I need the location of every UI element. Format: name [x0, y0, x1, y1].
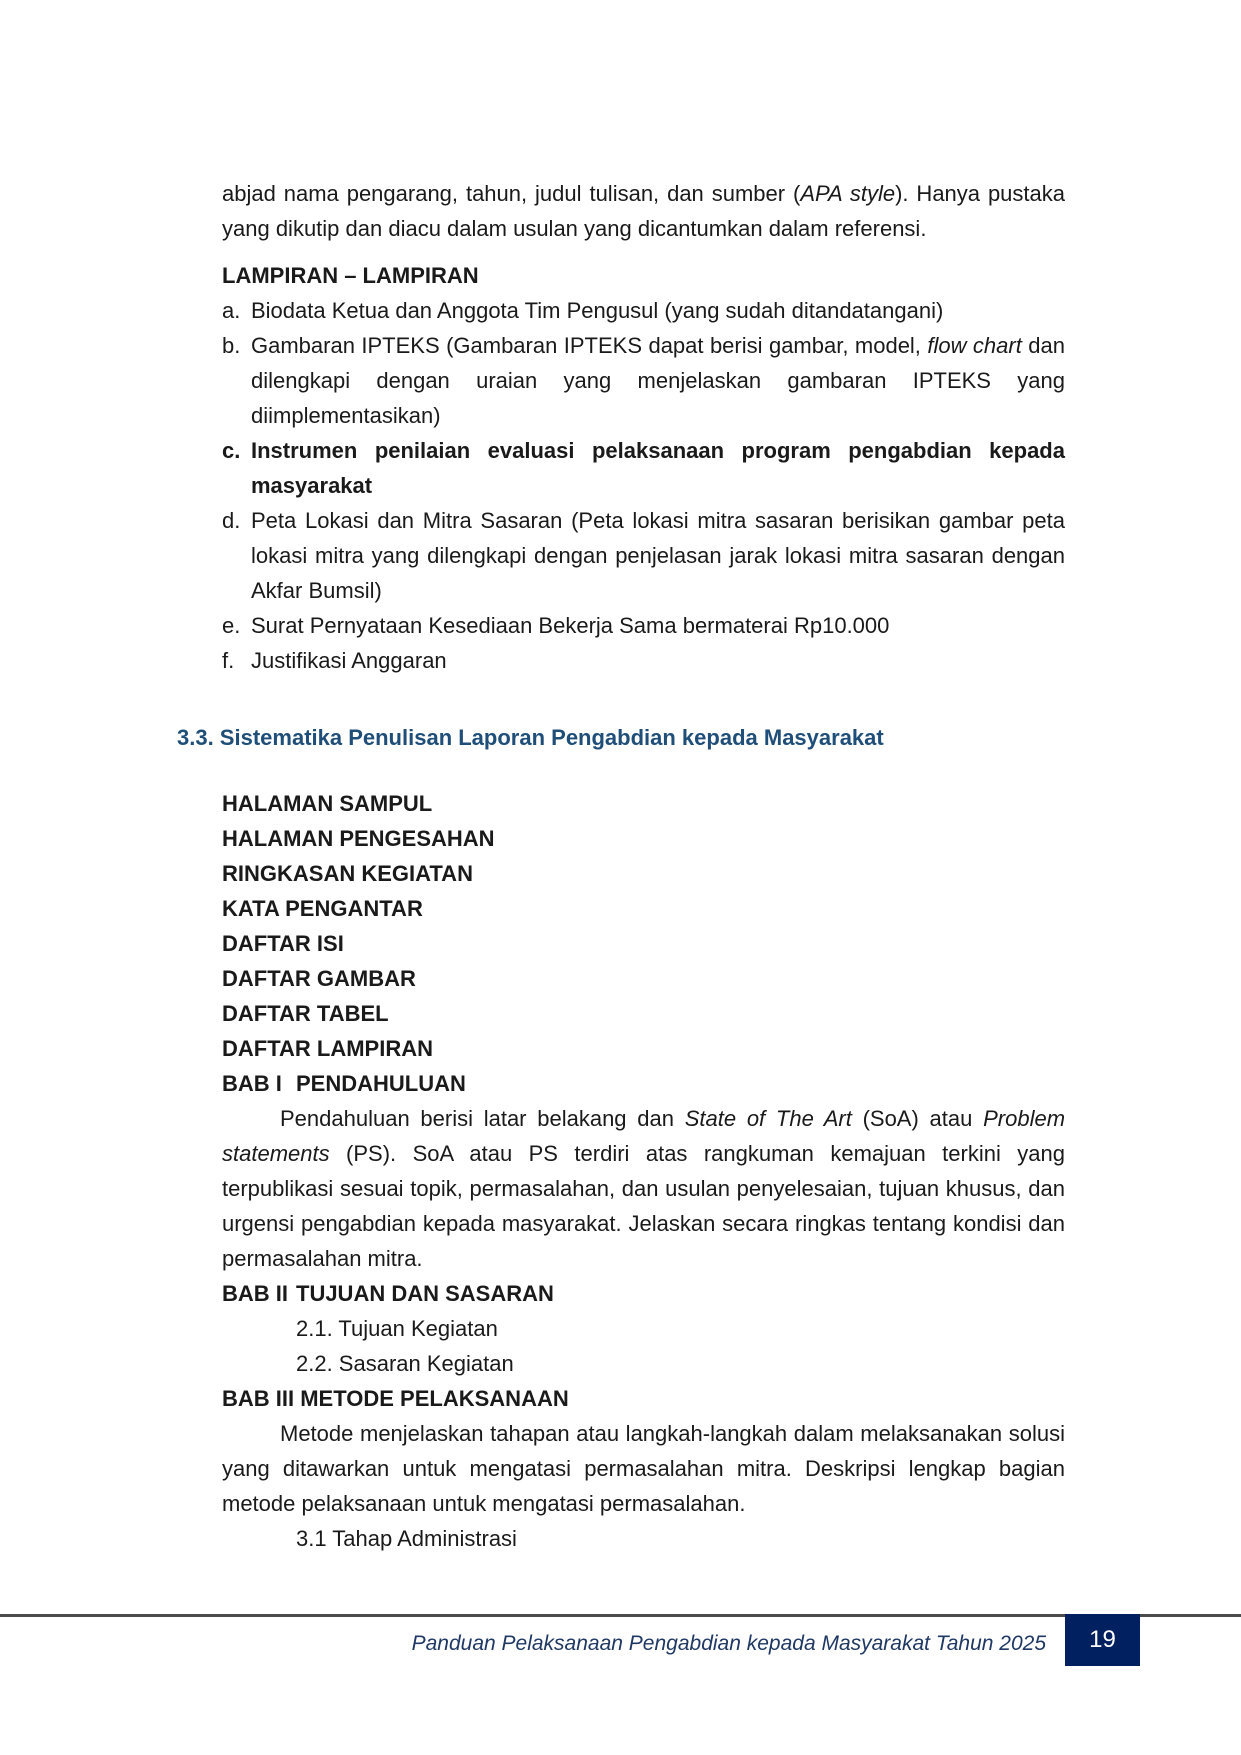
- bab2-heading: [222, 1276, 1065, 1311]
- intro-italic: APA style: [800, 181, 896, 206]
- intro-text-b: ). Hanya pustaka yang dikutip dan diacu dalam usulan yang dicantumkan dalam referensi.: [222, 181, 1065, 241]
- list-marker: a.: [222, 298, 241, 323]
- front-matter-item: HALAMAN PENGESAHAN: [222, 826, 495, 851]
- bab1-text-a: Pendahuluan berisi latar belakang dan: [280, 1106, 685, 1131]
- list-text: [251, 328, 1065, 433]
- bab1-italic-a: State of The Art: [684, 1106, 852, 1131]
- bab1-italic-b: Problem statements: [222, 1106, 1066, 1166]
- lampiran-list: [222, 293, 1065, 678]
- list-item: [222, 328, 1065, 433]
- list-text: Biodata Ketua dan Anggota Tim Pengusul (yang sudah ditandatangani): [251, 298, 944, 323]
- front-matter-item: DAFTAR GAMBAR: [222, 966, 416, 991]
- bab1-title: PENDAHULUAN: [296, 1071, 466, 1096]
- bab1-heading: [222, 1066, 1065, 1101]
- list-item: [222, 608, 1065, 643]
- bab2-sub-item: 2.2. Sasaran Kegiatan: [296, 1351, 514, 1376]
- list-text: Justifikasi Anggaran: [251, 648, 447, 673]
- list-text: Peta Lokasi dan Mitra Sasaran (Peta lokasi mitra sasaran berisikan gambar peta lokasi mitra yang dilengkapi dengan penjelasan jarak lokasi mitra sasaran dengan Akfar Bumsil): [251, 508, 1065, 603]
- intro-text-a: abjad nama pengarang, tahun, judul tulisan, dan sumber (: [222, 181, 801, 206]
- front-matter-item: KATA PENGANTAR: [222, 896, 423, 921]
- bab3-paragraph: Metode menjelaskan tahapan atau langkah-langkah dalam melaksanakan solusi yang ditawarkan untuk mengatasi permasalahan mitra. Deskripsi lengkap bagian metode pelaksanaan untuk mengatasi permasalahan.: [222, 1421, 1065, 1516]
- list-text-b: dan dilengkapi dengan uraian yang menjelaskan gambaran IPTEKS yang diimplementasikan): [251, 333, 1066, 428]
- front-matter-item: DAFTAR ISI: [222, 931, 344, 956]
- bab2-sub-item: 2.1. Tujuan Kegiatan: [296, 1316, 498, 1341]
- bab1-text-b: (SoA) atau: [851, 1106, 984, 1131]
- page-number: 19: [1065, 1614, 1140, 1666]
- list-text-a: Gambaran IPTEKS (Gambaran IPTEKS dapat berisi gambar, model,: [251, 333, 928, 358]
- bab2-number: BAB II: [222, 1281, 288, 1306]
- list-item: [222, 643, 1065, 678]
- bab1-paragraph: [222, 1101, 1065, 1276]
- list-marker: c.: [222, 438, 241, 463]
- list-item: [222, 503, 1065, 608]
- footer-title: Panduan Pelaksanaan Pengabdian kepada Masyarakat Tahun 2025: [411, 1632, 1046, 1655]
- front-matter-item: DAFTAR TABEL: [222, 1001, 389, 1026]
- section-heading: 3.3. Sistematika Penulisan Laporan Pengabdian kepada Masyarakat: [177, 725, 884, 750]
- list-marker: f.: [222, 648, 235, 673]
- front-matter-item: DAFTAR LAMPIRAN: [222, 1036, 434, 1061]
- bab1-text-c: (PS). SoA atau PS terdiri atas rangkuman kemajuan terkini yang terpublikasi sesuai topik, permasalahan, dan usulan penyelesaian, tujuan khusus, dan urgensi pengabdian kepada masyarakat. Jelaskan secara ringkas tentang kondisi dan permasalahan mitra.: [222, 1141, 1065, 1271]
- lampiran-block: [222, 176, 1065, 678]
- report-structure: [222, 786, 1065, 1556]
- list-text-italic: flow chart: [927, 333, 1022, 358]
- list-item: [222, 293, 1065, 328]
- bab2-title: TUJUAN DAN SASARAN: [296, 1281, 554, 1306]
- front-matter-item: RINGKASAN KEGIATAN: [222, 861, 473, 886]
- bab3-sub-item: 3.1 Tahap Administrasi: [296, 1526, 517, 1551]
- lampiran-title: LAMPIRAN – LAMPIRAN: [222, 263, 479, 288]
- list-text: Surat Pernyataan Kesediaan Bekerja Sama bermaterai Rp10.000: [251, 613, 890, 638]
- front-matter-item: HALAMAN SAMPUL: [222, 791, 433, 816]
- intro-paragraph: [222, 176, 1065, 246]
- list-marker: d.: [222, 508, 241, 533]
- list-item: [222, 433, 1065, 503]
- footer-divider: [0, 1614, 1241, 1617]
- list-marker: e.: [222, 613, 241, 638]
- bab1-number: BAB I: [222, 1071, 282, 1096]
- list-marker: b.: [222, 333, 241, 358]
- list-text: Instrumen penilaian evaluasi pelaksanaan program pengabdian kepada masyarakat: [251, 438, 1065, 498]
- bab3-heading: BAB III METODE PELAKSANAAN: [222, 1386, 569, 1411]
